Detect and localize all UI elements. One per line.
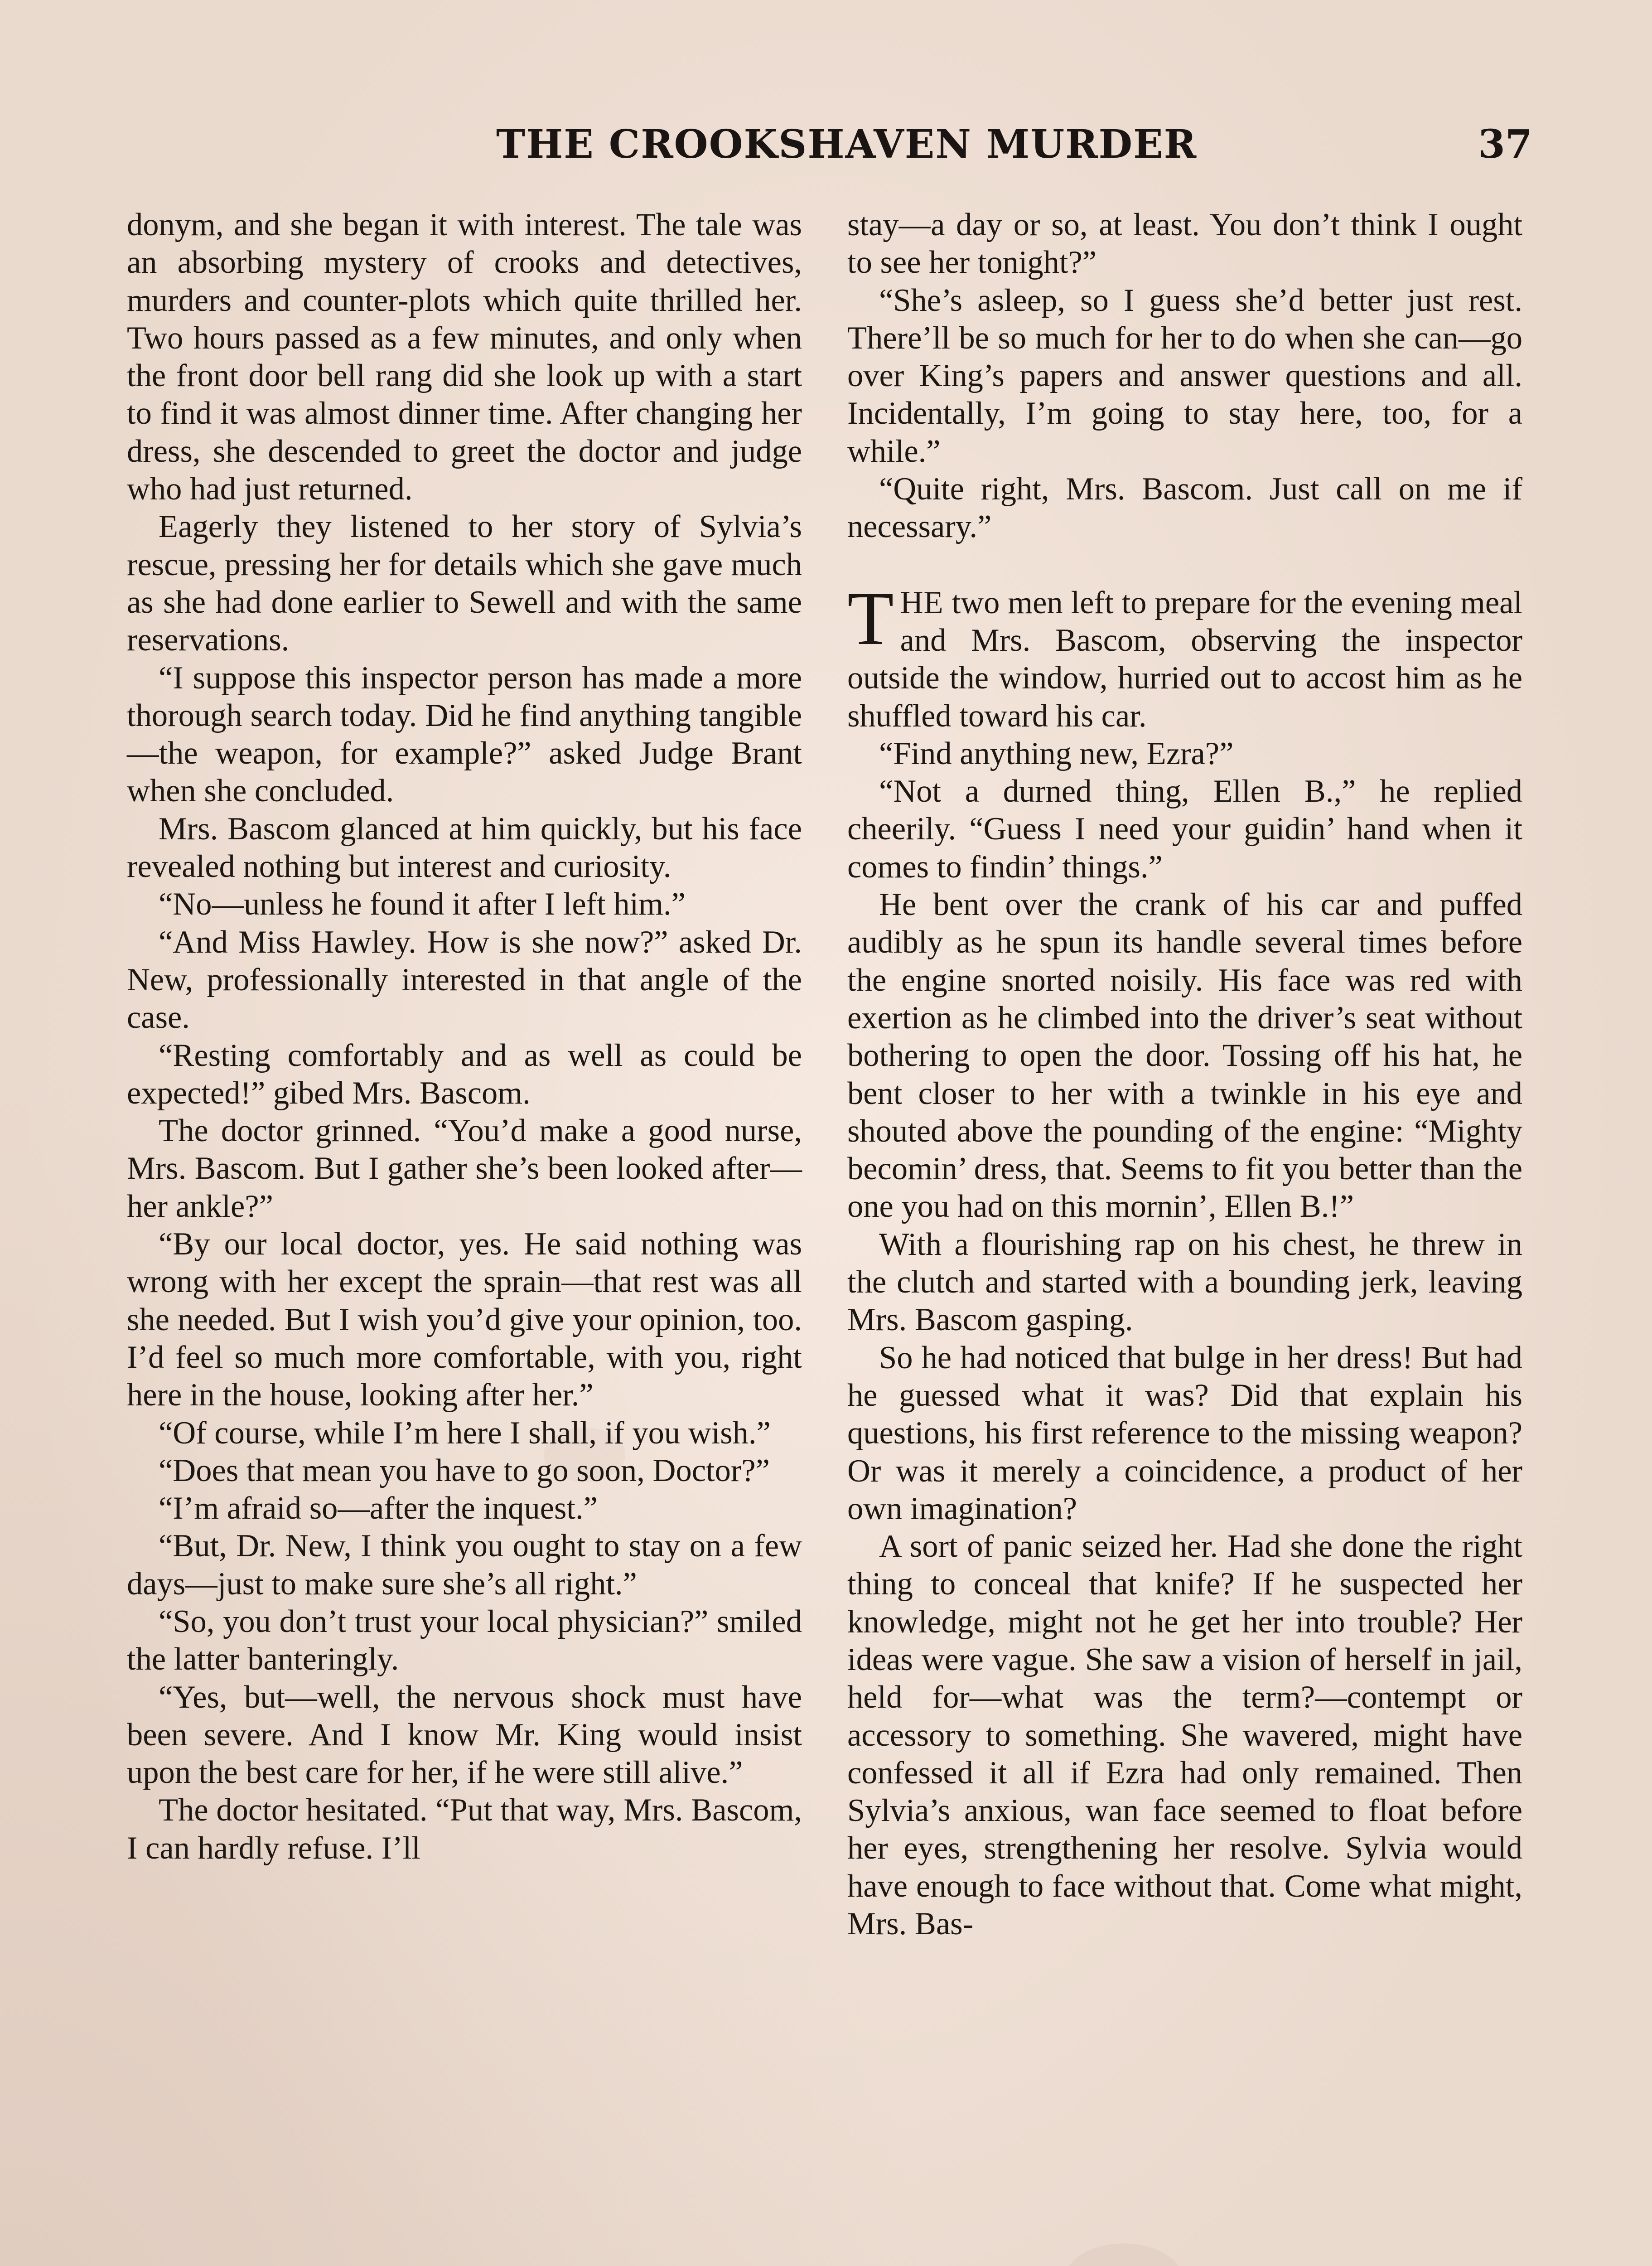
paragraph: “I’m afraid so—after the inquest.”	[159, 1491, 598, 1526]
paragraph: “Not a durned thing, Ellen B.,” he replied cheerily. “Guess I need your guidin’ hand when it comes to findin’ things.”	[847, 774, 1522, 885]
paragraph: “Yes, but—well, the nervous shock must have been severe. And I know Mr. King would insist upon the best care for her, if he were still alive.”	[127, 1679, 802, 1791]
paragraph: “So, you don’t trust your local physician?” smiled the latter banteringly.	[127, 1603, 802, 1677]
running-title: THE CROOKSHAVEN MURDER	[496, 121, 1198, 167]
paragraph: “Resting comfortably and as well as could be expected!” gibed Mrs. Bascom.	[127, 1037, 802, 1111]
right-column	[847, 206, 1522, 1943]
section-first-word: HE	[900, 585, 944, 620]
paragraph: “Of course, while I’m here I shall, if you wish.”	[159, 1415, 771, 1451]
paragraph: Eagerly they listened to her story of Sylvia’s rescue, pressing her for details which she gave much as she had done earlier to Sewell and with the same reservations.	[127, 509, 802, 658]
paragraph: A sort of panic seized her. Had she done the right thing to conceal that knife? If he suspected her knowledge, might not he get her into trouble? Her ideas were vague. She saw a vision of herself in jail, held for—what was the term?—contempt or accessory to something. She wavered, might have confessed it all if Ezra had only remained. Then Sylvia’s anxious, wan face seemed to float before her eyes, strengthening her resolve. Sylvia would have enough to face without that. Come what might, Mrs. Bas-	[847, 1529, 1522, 1942]
paragraph: “I suppose this inspector person has made a more thorough search today. Did he find anything tangible—the weapon, for example?” asked Judge Brant when she concluded.	[127, 660, 802, 809]
paragraph: donym, and she began it with interest. The tale was an absorbing mystery of crooks and detectives, murders and counter-plots which quite thrilled her. Two hours passed as a few minutes, and only when the front door bell rang did she look up with a start to find it was almost dinner time. After changing her dress, she descended to greet the doctor and judge who had just returned.	[127, 207, 802, 507]
paragraph: Mrs. Bascom glanced at him quickly, but his face revealed nothing but interest and curiosity.	[127, 811, 802, 885]
paragraph: “Does that mean you have to go soon, Doctor?”	[159, 1453, 770, 1488]
paragraph: The doctor grinned. “You’d make a good nurse, Mrs. Bascom. But I gather she’s been looked after—her ankle?”	[127, 1113, 802, 1224]
left-column	[127, 206, 802, 1867]
paragraph: “By our local doctor, yes. He said nothing was wrong with her except the sprain—that rest was all she needed. But I wish you’d give your opinion, too. I’d feel so much more comfortable, with you, right here in the house, looking after her.”	[127, 1226, 802, 1413]
paragraph: So he had noticed that bulge in her dress! But had he guessed what it was? Did that explain his questions, his first reference to the missing weapon? Or was it merely a coincidence, a product of her own imagination?	[847, 1340, 1522, 1526]
paragraph: “And Miss Hawley. How is she now?” asked Dr. New, professionally interested in that angle of the case.	[127, 924, 802, 1036]
paragraph: “But, Dr. New, I think you ought to stay on a few days—just to make sure she’s all right.”	[127, 1528, 802, 1602]
paragraph: The doctor hesitated. “Put that way, Mrs. Bascom, I can hardly refuse. I’ll	[127, 1792, 802, 1866]
paragraph: stay—a day or so, at least. You don’t think I ought to see her tonight?”	[847, 207, 1522, 281]
paper-stain	[1065, 2243, 1183, 2266]
paragraph: “Find anything new, Ezra?”	[879, 736, 1234, 771]
drop-cap: T	[847, 576, 894, 661]
paragraph: “She’s asleep, so I guess she’d better just rest. There’ll be so much for her to do when she can—go over King’s papers and answer questions and all. Incidentally, I’m going to stay here, too, for a while.”	[847, 282, 1522, 469]
section-opening-text: two men left to prepare for the evening meal and Mrs. Bascom, observing the inspector outside the window, hurried out to accost him as he shuffled toward his car.	[847, 585, 1522, 734]
paragraph: He bent over the crank of his car and puffed audibly as he spun its handle several times before the engine snorted noisily. His face was red with exertion as he climbed into the driver’s seat without bothering to open the door. Tossing off his hat, he bent closer to her with a twinkle in his eye and shouted above the pounding of the engine: “Mighty becomin’ dress, that. Seems to fit you better than the one you had on this mornin’, Ellen B.!”	[847, 887, 1522, 1225]
paragraph: With a flourishing rap on his chest, he threw in the clutch and started with a bounding jerk, leaving Mrs. Bascom gasping.	[847, 1226, 1522, 1338]
paragraph: “No—unless he found it after I left him.”	[159, 886, 686, 922]
paragraph: “Quite right, Mrs. Bascom. Just call on me if necessary.”	[847, 471, 1522, 545]
page-number: 37	[1478, 121, 1532, 167]
section-opening-paragraph	[847, 576, 1522, 735]
